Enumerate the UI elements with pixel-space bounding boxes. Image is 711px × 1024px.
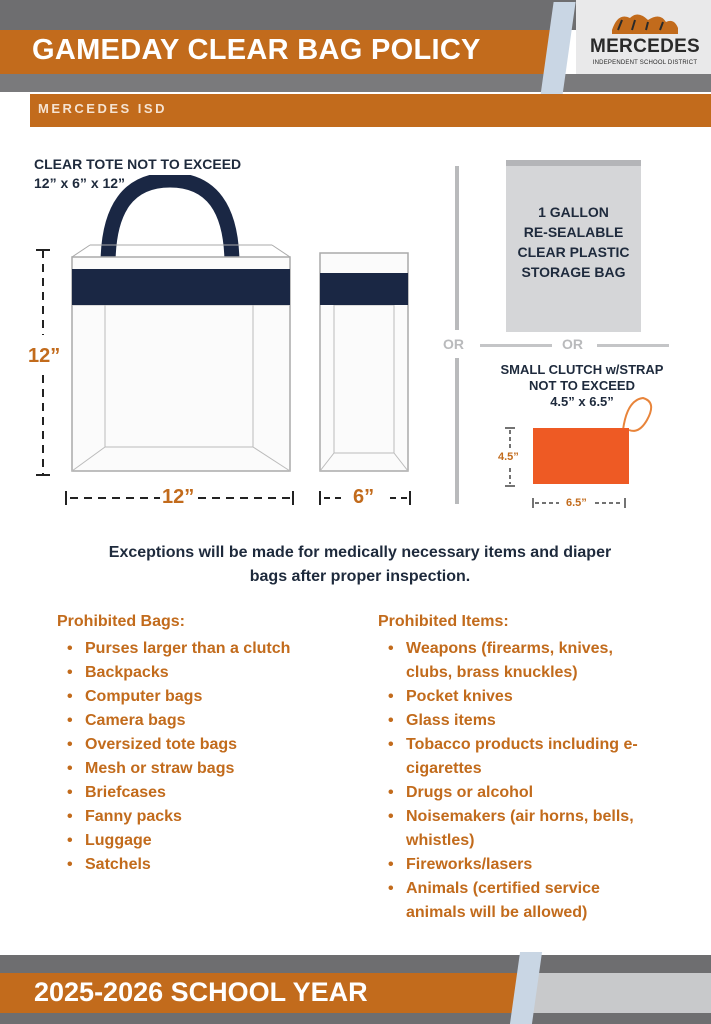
prohibited-bags-list (57, 637, 357, 877)
prohibited-items-heading: Prohibited Items: (378, 613, 509, 630)
clutch-title-3: 4.5” x 6.5” (550, 394, 614, 409)
gallon-label-4: STORAGE BAG (521, 264, 626, 280)
list-item: • Animals (certified service animals will be allowed) (378, 877, 648, 925)
tote-side-icon (320, 253, 408, 471)
list-item: • Glass items (378, 709, 648, 733)
tote-diagram (0, 175, 450, 515)
school-year: 2025-2026 SCHOOL YEAR (34, 977, 368, 1007)
clutch-icon (533, 398, 651, 484)
logo-name: MERCEDES (589, 36, 701, 57)
footer-stripe-top (0, 955, 711, 973)
list-item: • Fireworks/lasers (378, 853, 648, 877)
or-label-right: OR (562, 336, 583, 352)
prohibited-items-list (378, 637, 648, 925)
list-item: • Satchels (57, 853, 357, 877)
tote-front-icon (72, 180, 290, 471)
list-item: • Luggage (57, 829, 357, 853)
list-item: • Noisemakers (air horns, bells, whistles) (378, 805, 648, 853)
divider-horizontal-left (480, 344, 552, 347)
tote-depth-label: 6” (353, 486, 375, 508)
list-item: • Briefcases (57, 781, 357, 805)
list-item: • Tobacco products including e-cigarettes (378, 733, 648, 781)
header-stripe (0, 74, 711, 92)
tote-size: 12” x 6” x 12” (34, 175, 126, 191)
clutch-title-1: SMALL CLUTCH w/STRAP (500, 362, 664, 377)
tote-height-label: 12” (28, 345, 61, 367)
or-label-left: OR (443, 336, 464, 352)
tote-width-label: 12” (162, 486, 195, 508)
gallon-label-2: RE-SEALABLE (523, 224, 624, 240)
gallon-label-3: CLEAR PLASTIC (517, 244, 630, 260)
list-item: • Oversized tote bags (57, 733, 357, 757)
tote-title: CLEAR TOTE NOT TO EXCEED (34, 156, 242, 172)
list-item: • Pocket knives (378, 685, 648, 709)
list-item: • Mesh or straw bags (57, 757, 357, 781)
clutch-width-label: 6.5” (566, 497, 587, 509)
list-item: • Weapons (firearms, knives, clubs, brass knuckles) (378, 637, 648, 685)
exception-line-2: bags after proper inspection. (249, 568, 471, 585)
list-item: • Drugs or alcohol (378, 781, 648, 805)
district-name: MERCEDES ISD (38, 101, 167, 116)
list-item: • Camera bags (57, 709, 357, 733)
logo-subtitle: INDEPENDENT SCHOOL DISTRICT (592, 60, 698, 66)
clutch-title-2: NOT TO EXCEED (529, 378, 635, 393)
exception-line-1: Exceptions will be made for medically necessary items and diaper (108, 544, 612, 561)
list-item: • Purses larger than a clutch (57, 637, 357, 661)
footer-grey-block (520, 973, 711, 1013)
gallon-label-1: 1 GALLON (538, 204, 609, 220)
divider-horizontal-right (597, 344, 669, 347)
divider-vertical-top (455, 166, 459, 330)
tiger-logo-icon (608, 8, 682, 36)
clutch-height-label: 4.5” (498, 451, 519, 463)
list-item: • Computer bags (57, 685, 357, 709)
exception-note (60, 541, 660, 589)
divider-vertical-bottom (455, 358, 459, 504)
prohibited-bags-heading: Prohibited Bags: (57, 613, 186, 630)
footer-stripe-bottom (0, 1013, 711, 1024)
list-item: • Backpacks (57, 661, 357, 685)
page-title: GAMEDAY CLEAR BAG POLICY (32, 34, 481, 66)
list-item: • Fanny packs (57, 805, 357, 829)
